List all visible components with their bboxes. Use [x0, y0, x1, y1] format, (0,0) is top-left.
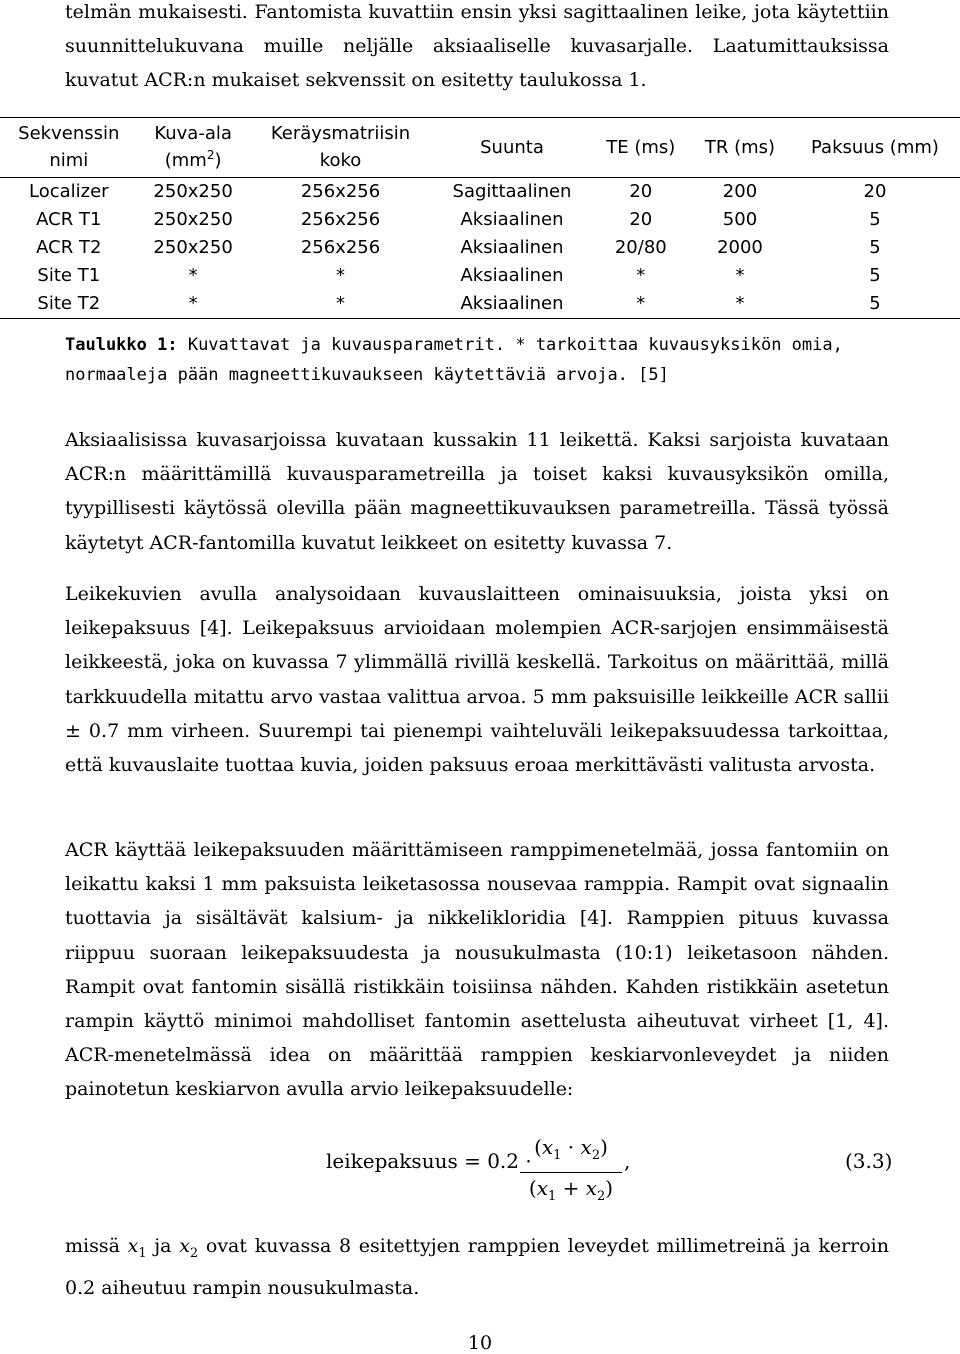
equation-lhs: leikepaksuus = 0.2 · — [326, 1149, 532, 1173]
equation-comma: , — [624, 1149, 631, 1173]
cell-thickness: 5 — [869, 209, 881, 230]
page-number: 10 — [467, 1332, 493, 1354]
cell-field-of-view: 250x250 — [153, 237, 233, 258]
cell-thickness: 5 — [869, 237, 881, 258]
body-paragraph-2: Leikekuvien avulla analysoidaan kuvauslaitteen ominaisuuksia, joista yksi on leikepaksuus [4]. Leikepaksuus arvioidaan molempien ACR-sarjojen ensimmäisestä leikkeestä, joka on kuvassa 7 ylimmällä rivillä keskellä. Tarkoitus on määrittää, millä tarkkuudella mitattu arvo vastaa valittua arvoa. 5 mm paksuisille leikkeille ACR sallii ± 0.7 mm virheen. Suurempi tai pienempi vaihteluväli leikepaksuudessa tarkoittaa, että kuvauslaite tuottaa kuvia, joiden paksuus eroaa merkittävästi valitusta arvosta. — [65, 583, 889, 777]
equation-3-3 — [0, 1133, 960, 1204]
header-matrix-size: Keräysmatriisin koko — [270, 123, 411, 171]
body-paragraph-1: Aksiaalisissa kuvasarjoissa kuvataan kussakin 11 leikettä. Kaksi sarjoista kuvataan ACR:n määrittämillä kuvausparametreilla ja toiset kaksi kuvausyksikön omilla, tyypillisesti käytössä olevilla pään magneettikuvauksen parametreilla. Tässä työssä käytetyt ACR-fantomilla kuvatut leikkeet on esitetty kuvassa 7. — [65, 429, 889, 554]
equation-fraction — [520, 1133, 622, 1212]
cell-te: * — [636, 293, 646, 314]
table-header-row — [0, 118, 960, 178]
header-tr: TR (ms) — [704, 136, 776, 158]
cell-tr: * — [735, 293, 745, 314]
cell-orientation: Aksiaalinen — [460, 293, 564, 314]
cell-field-of-view: 250x250 — [153, 209, 233, 230]
cell-field-of-view: * — [188, 293, 198, 314]
header-te: TE (ms) — [606, 136, 676, 158]
table-caption — [65, 330, 889, 390]
cell-sequence-name: ACR T1 — [36, 209, 102, 230]
cell-matrix-size: 256x256 — [300, 209, 381, 230]
cell-sequence-name: Site T2 — [37, 293, 101, 314]
final-paragraph: missä $x_1$ ja $x_2$ ovat kuvassa 8 esitettyjen ramppien leveydet millimetreinä ja kerroin 0.2 aiheutuu rampin nousukulmasta. — [65, 1235, 889, 1299]
parameters-table — [0, 117, 960, 319]
intro-paragraph: telmän mukaisesti. Fantomista kuvattiin ensin yksi sagittaalinen leike, jota käytettiin suunnittelukuvana muille neljälle aksiaaliselle kuvasarjalle. Laatumittauksissa kuvatut ACR:n mukaiset sekvenssit on esitetty taulukossa 1. — [65, 1, 889, 92]
cell-orientation: Aksiaalinen — [460, 237, 564, 258]
cell-thickness: 5 — [869, 293, 881, 314]
cell-te: 20 — [629, 209, 653, 230]
equation-numerator: $(x_1 \cdot x_2)$ — [520, 1133, 622, 1173]
table-row — [0, 290, 960, 319]
equation-number: (3.3) — [845, 1149, 893, 1173]
cell-thickness: 5 — [869, 265, 881, 286]
header-field-of-view: Kuva-ala $(mm^2)$ — [154, 123, 232, 171]
cell-sequence-name: ACR T2 — [36, 237, 102, 258]
cell-orientation: Sagittaalinen — [452, 181, 572, 202]
header-orientation: Suunta — [480, 136, 544, 158]
table-row — [0, 262, 960, 290]
cell-tr: * — [735, 265, 745, 286]
cell-matrix-size: * — [336, 293, 346, 314]
cell-tr: 200 — [722, 181, 758, 202]
table-row — [0, 234, 960, 262]
cell-te: 20/80 — [614, 237, 667, 258]
table-row — [0, 178, 960, 207]
cell-field-of-view: * — [188, 265, 198, 286]
cell-te: * — [636, 265, 646, 286]
cell-sequence-name: Site T1 — [37, 265, 101, 286]
body-paragraph-3: ACR käyttää leikepaksuuden määrittämiseen ramppimenetelmää, jossa fantomiin on leikattu kaksi 1 mm paksuista leiketasossa nousevaa ramppia. Rampit ovat signaalin tuottavia ja sisältävät kalsium- ja nikkelikloridia [4]. Ramppien pituus kuvassa riippuu suoraan leikepaksuudesta ja nousukulmasta (10:1) leiketasoon nähden. Rampit ovat fantomin sisällä ristikkäin toisiinsa nähden. Kahden ristikkäin asetetun rampin käyttö minimoi mahdolliset fantomin asettelusta aiheutuvat virheet [1, 4]. ACR-menetelmässä idea on määrittää ramppien keskiarvonleveydet ja niiden painotetun keskiarvon avulla arvio leikepaksuudelle: — [65, 839, 889, 1101]
cell-tr: 2000 — [717, 237, 763, 258]
cell-orientation: Aksiaalinen — [460, 209, 564, 230]
cell-matrix-size: * — [336, 265, 346, 286]
cell-matrix-size: 256x256 — [300, 237, 381, 258]
cell-field-of-view: 250x250 — [153, 181, 233, 202]
caption-label: Taulukko 1: — [65, 335, 178, 355]
cell-orientation: Aksiaalinen — [460, 265, 564, 286]
header-thickness: Paksuus (mm) — [811, 136, 939, 158]
cell-matrix-size: 256x256 — [300, 181, 381, 202]
cell-sequence-name: Localizer — [29, 181, 109, 202]
table-row — [0, 206, 960, 234]
cell-tr: 500 — [722, 209, 758, 230]
cell-thickness: 20 — [863, 181, 887, 202]
equation-denominator: $(x_1 + x_2)$ — [528, 1176, 614, 1204]
header-sequence-name: Sekvenssin nimi — [18, 123, 120, 171]
caption-text: Kuvattavat ja kuvausparametrit. * tarkoittaa kuvausyksikön omia, normaaleja pään magneettikuvaukseen käytettäviä arvoja. [5] — [65, 335, 843, 385]
cell-te: 20 — [629, 181, 653, 202]
